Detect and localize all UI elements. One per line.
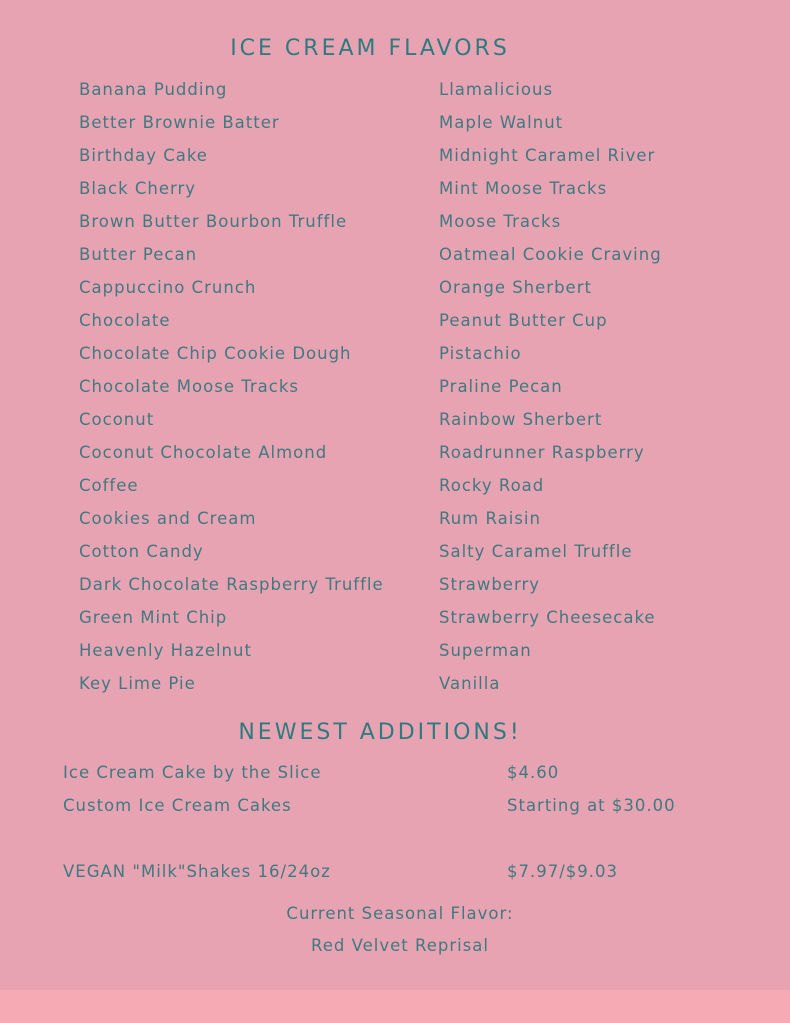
flavor-item: Black Cherry [79,179,197,198]
flavor-item: Midnight Caramel River [439,146,656,165]
flavor-item: Butter Pecan [79,245,198,264]
flavor-item: Roadrunner Raspberry [439,443,645,462]
flavor-item: Birthday Cake [79,146,208,165]
addition-price: $7.97/$9.03 [507,862,619,881]
flavor-item: Coconut [79,410,155,429]
seasonal-flavor: Red Velvet Reprisal [311,936,489,955]
flavor-item: Coconut Chocolate Almond [79,443,328,462]
flavor-item: Strawberry [439,575,540,594]
flavor-item: Better Brownie Batter [79,113,280,132]
addition-name: Ice Cream Cake by the Slice [63,763,322,782]
flavor-item: Banana Pudding [79,80,228,99]
flavor-list-left [79,78,384,705]
flavor-item: Vanilla [439,674,501,693]
flavor-item: Dark Chocolate Raspberry Truffle [79,575,384,594]
flavor-item: Chocolate [79,311,171,330]
flavor-list-right [439,78,662,705]
flavor-item: Llamalicious [439,80,554,99]
flavor-item: Strawberry Cheesecake [439,608,656,627]
flavor-item: Orange Sherbert [439,278,592,297]
addition-name: VEGAN "Milk"Shakes 16/24oz [63,862,331,881]
flavor-item: Key Lime Pie [79,674,196,693]
addition-price: Starting at $30.00 [507,796,676,815]
footer-band [0,990,790,1023]
flavor-item: Cotton Candy [79,542,204,561]
flavor-item: Superman [439,641,532,660]
flavor-item: Cappuccino Crunch [79,278,257,297]
flavor-item: Peanut Butter Cup [439,311,608,330]
flavor-item: Green Mint Chip [79,608,228,627]
seasonal-label: Current Seasonal Flavor: [286,904,514,923]
newest-additions-heading: NEWEST ADDITIONS! [238,720,522,745]
flavor-item: Mint Moose Tracks [439,179,608,198]
addition-name: Custom Ice Cream Cakes [63,796,292,815]
flavor-item: Brown Butter Bourbon Truffle [79,212,348,231]
flavor-item: Praline Pecan [439,377,563,396]
flavor-item: Rum Raisin [439,509,541,528]
flavor-item: Rocky Road [439,476,545,495]
flavor-item: Pistachio [439,344,522,363]
flavor-item: Oatmeal Cookie Craving [439,245,662,264]
addition-price: $4.60 [507,763,560,782]
flavor-item: Cookies and Cream [79,509,257,528]
flavor-item: Maple Walnut [439,113,564,132]
flavor-item: Chocolate Moose Tracks [79,377,299,396]
page-title: ICE CREAM FLAVORS [230,36,510,61]
flavor-item: Heavenly Hazelnut [79,641,252,660]
flavor-item: Moose Tracks [439,212,562,231]
flavor-item: Chocolate Chip Cookie Dough [79,344,352,363]
flavor-item: Salty Caramel Truffle [439,542,633,561]
flavor-item: Rainbow Sherbert [439,410,603,429]
flavor-item: Coffee [79,476,139,495]
